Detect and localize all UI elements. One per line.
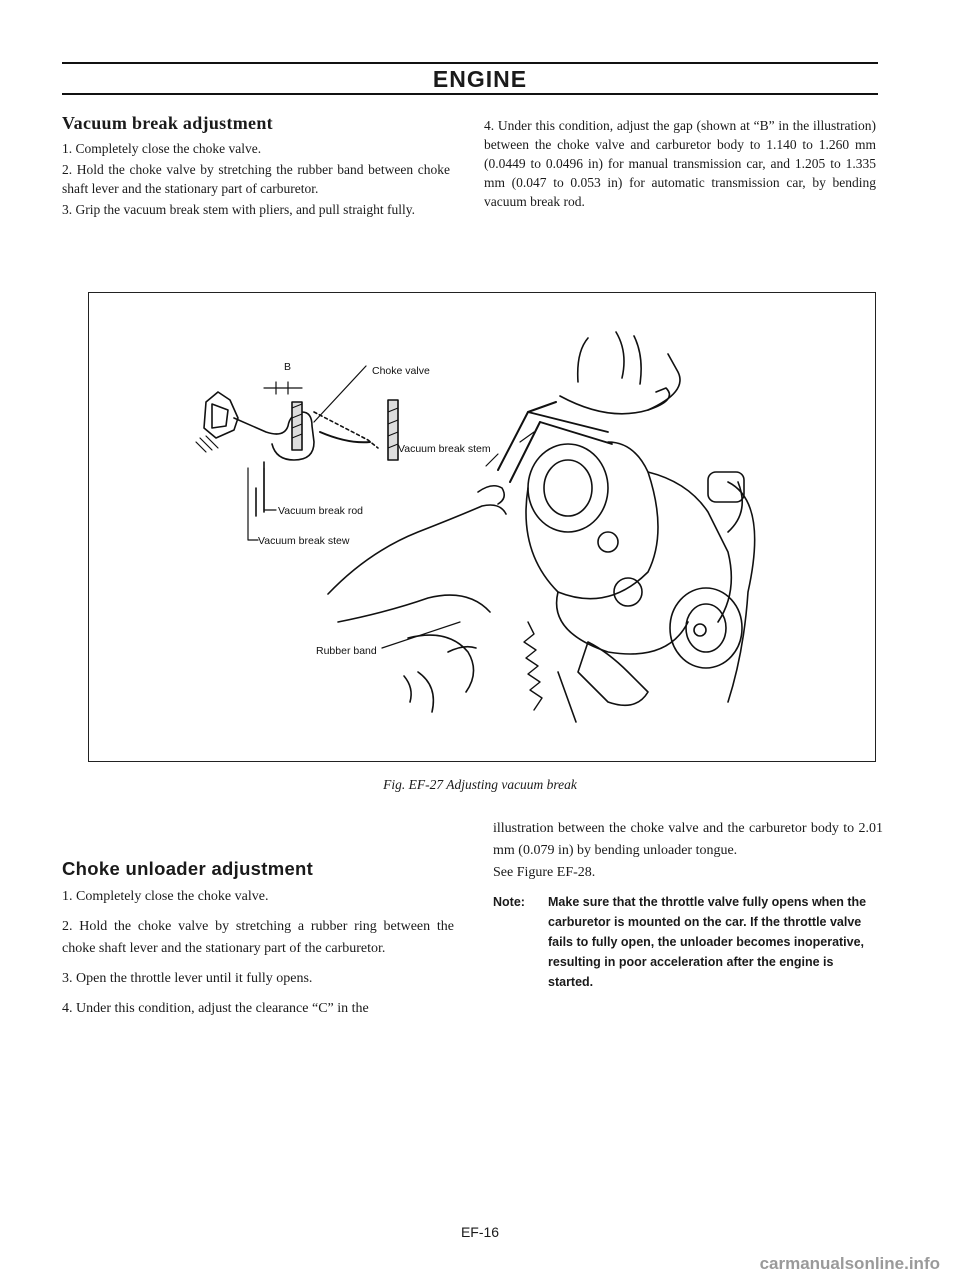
figure-label-vacuum-break-stem: Vacuum break stem (398, 443, 491, 455)
header-rule-bottom (62, 93, 878, 95)
step-text: 1. Completely close the choke valve. (62, 141, 262, 156)
page-header-title: ENGINE (432, 66, 528, 92)
step-text: 2. Hold the choke valve by stretching the rubber band between choke shaft lever and the stationary part of carburetor. (62, 162, 450, 196)
section-heading-choke-unloader: Choke unloader adjustment (62, 858, 314, 879)
watermark: carmanualsonline.info (759, 1254, 940, 1273)
note-text: Make sure that the throttle valve fully opens when the carburetor is mounted on the car. If the throttle valve fails to fully open, the unloader becomes inoperative, resulting in poor acceleration after the engine is started. (548, 895, 867, 989)
figure-reference-text: See Figure EF-28. (493, 865, 596, 880)
step-text: 3. Open the throttle lever until it fully opens. (62, 971, 313, 986)
figure-illustration (88, 292, 876, 762)
figure-label-choke-valve: Choke valve (372, 365, 430, 377)
step-text: 3. Grip the vacuum break stem with pliers, and pull straight fully. (62, 202, 416, 217)
vacuum-break-left-column (62, 114, 450, 221)
figure-label-vacuum-break-rod: Vacuum break rod (278, 505, 364, 517)
section-heading-vacuum-break: Vacuum break adjustment (62, 113, 273, 133)
figure-label-rubber-band: Rubber band (316, 645, 377, 657)
step-text: 4. Under this condition, adjust the clearance “C” in the (62, 1001, 369, 1016)
step-text: 2. Hold the choke valve by stretching a rubber ring between the choke shaft lever and the stationary part of the carburetor. (62, 919, 454, 956)
note-label: Note: (493, 895, 525, 909)
page-number: EF-16 (460, 1224, 500, 1240)
figure-label-vacuum-break-stew: Vacuum break stew (258, 535, 350, 547)
choke-unloader-right-column (493, 818, 883, 892)
figure-label-b: B (284, 361, 292, 373)
figure-caption: Fig. EF-27 Adjusting vacuum break (383, 777, 577, 792)
header-rule-top (62, 62, 878, 64)
continuation-text: illustration between the choke valve and the carburetor body to 2.01 mm (0.079 in) by bending unloader tongue. (493, 821, 883, 858)
vacuum-break-right-column (484, 116, 876, 213)
step-text: 4. Under this condition, adjust the gap (shown at “B” in the illustration) between the choke valve and carburetor body to 1.140 to 1.260 mm (0.0449 to 0.0496 in) for manual transmission car, and 1.205 to 1.335 mm (0.047 to 0.053 in) for automatic transmission car, by bending vacuum break rod. (484, 118, 876, 209)
choke-unloader-left-column (62, 858, 454, 1028)
step-text: 1. Completely close the choke valve. (62, 889, 269, 904)
